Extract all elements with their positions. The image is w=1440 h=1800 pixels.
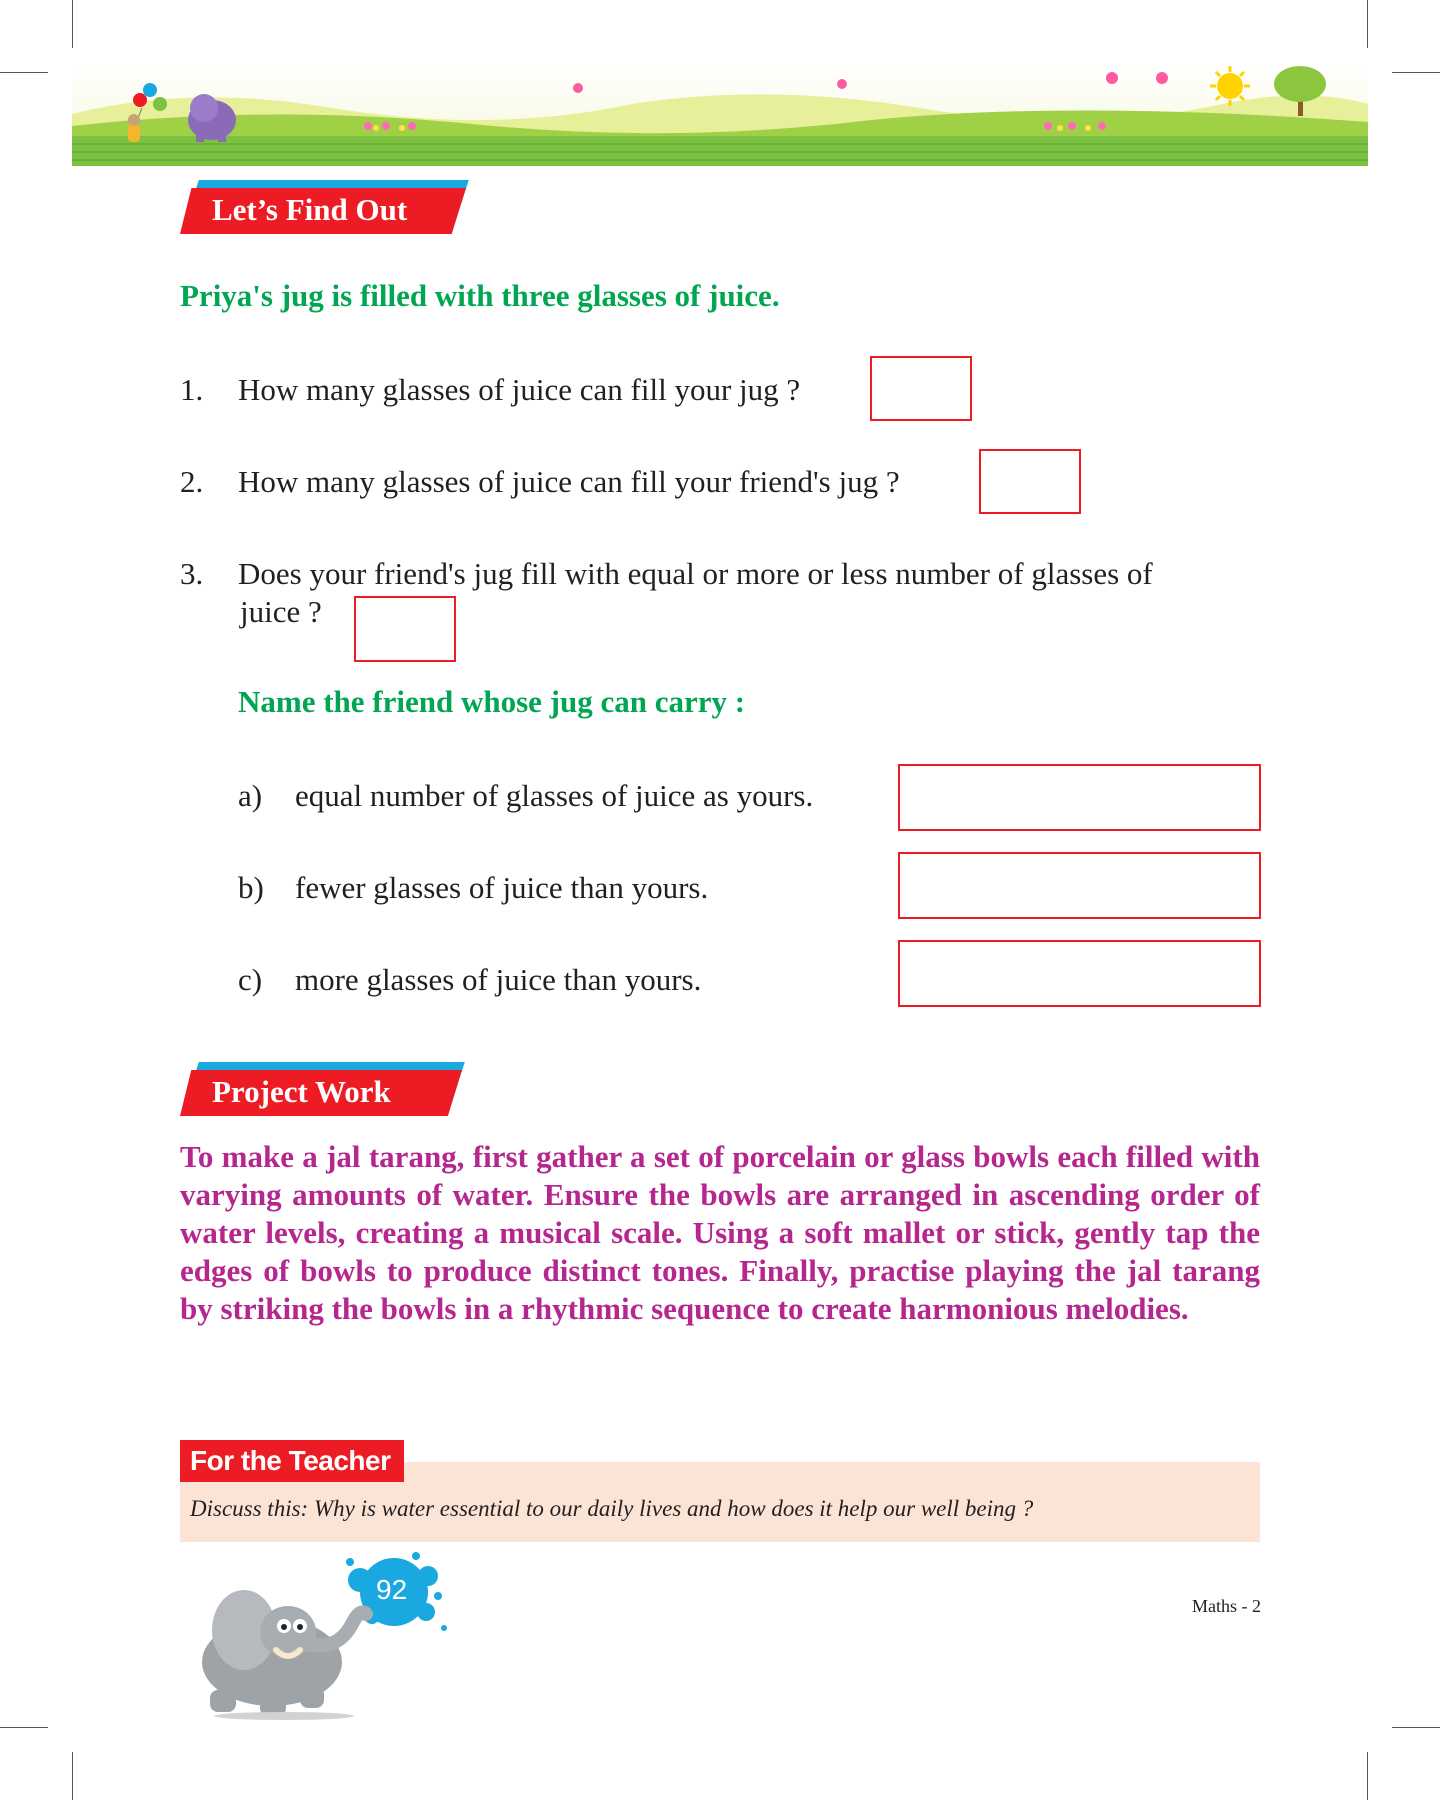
crop-mark — [0, 1727, 48, 1728]
crop-mark — [0, 72, 48, 73]
project-work-heading: Project Work — [212, 1074, 391, 1109]
answer-box[interactable] — [979, 449, 1081, 514]
lets-find-out-heading: Let’s Find Out — [212, 192, 408, 227]
crop-mark — [1392, 72, 1440, 73]
item-label: a) — [238, 778, 263, 813]
item-label: b) — [238, 870, 264, 905]
project-work-text: To make a jal tarang, first gather a set of porcelain or glass bowls each filled with varying amounts of water. Ensure the bowls are arranged in ascending order of water levels, creating a musical scale. Using a soft mallet or stick, gently tap the edges of bowls to produce distinct tones. Finally, practise playing the jal tarang by striking the bowls in a rhythmic sequence to create harmonious melodies. — [180, 1139, 1260, 1326]
question-number: 1. — [180, 372, 204, 407]
question-text: How many glasses of juice can fill your jug ? — [238, 372, 801, 407]
item-text: fewer glasses of juice than yours. — [295, 870, 709, 905]
teacher-note-text: Discuss this: Why is water essential to our daily lives and how does it help our well being ? — [190, 1496, 1034, 1521]
answer-box[interactable] — [354, 596, 456, 662]
question-text: How many glasses of juice can fill your friend's jug ? — [238, 464, 900, 499]
answer-box[interactable] — [870, 356, 972, 421]
item-text: equal number of glasses of juice as yours. — [295, 778, 814, 813]
crop-mark — [72, 0, 73, 48]
elephant-mascot-illustration — [176, 1550, 448, 1720]
crop-mark — [1392, 1727, 1440, 1728]
answer-box-wide[interactable] — [898, 852, 1261, 919]
question-number: 3. — [180, 556, 204, 591]
page-number: 92 — [376, 1574, 408, 1605]
book-label: Maths - 2 — [1192, 1596, 1261, 1616]
answer-box-wide[interactable] — [898, 940, 1261, 1007]
item-label: c) — [238, 962, 263, 997]
crop-mark — [1367, 0, 1368, 48]
question-text-line-2: juice ? — [240, 594, 322, 629]
intro-statement: Priya's jug is filled with three glasses of juice. — [180, 278, 780, 313]
friend-subheading: Name the friend whose jug can carry : — [238, 684, 746, 719]
question-number: 2. — [180, 464, 204, 499]
lets-find-out-heading-ribbon — [180, 180, 466, 232]
crop-mark — [72, 1752, 73, 1800]
item-text: more glasses of juice than yours. — [295, 962, 702, 997]
question-text-line-1: Does your friend's jug fill with equal or more or less number of glasses of — [238, 556, 1153, 591]
for-the-teacher-heading: For the Teacher — [180, 1440, 404, 1482]
crop-mark — [1367, 1752, 1368, 1800]
meadow-banner-illustration — [72, 64, 1368, 166]
answer-box-wide[interactable] — [898, 764, 1261, 831]
project-work-heading-ribbon — [180, 1062, 462, 1114]
